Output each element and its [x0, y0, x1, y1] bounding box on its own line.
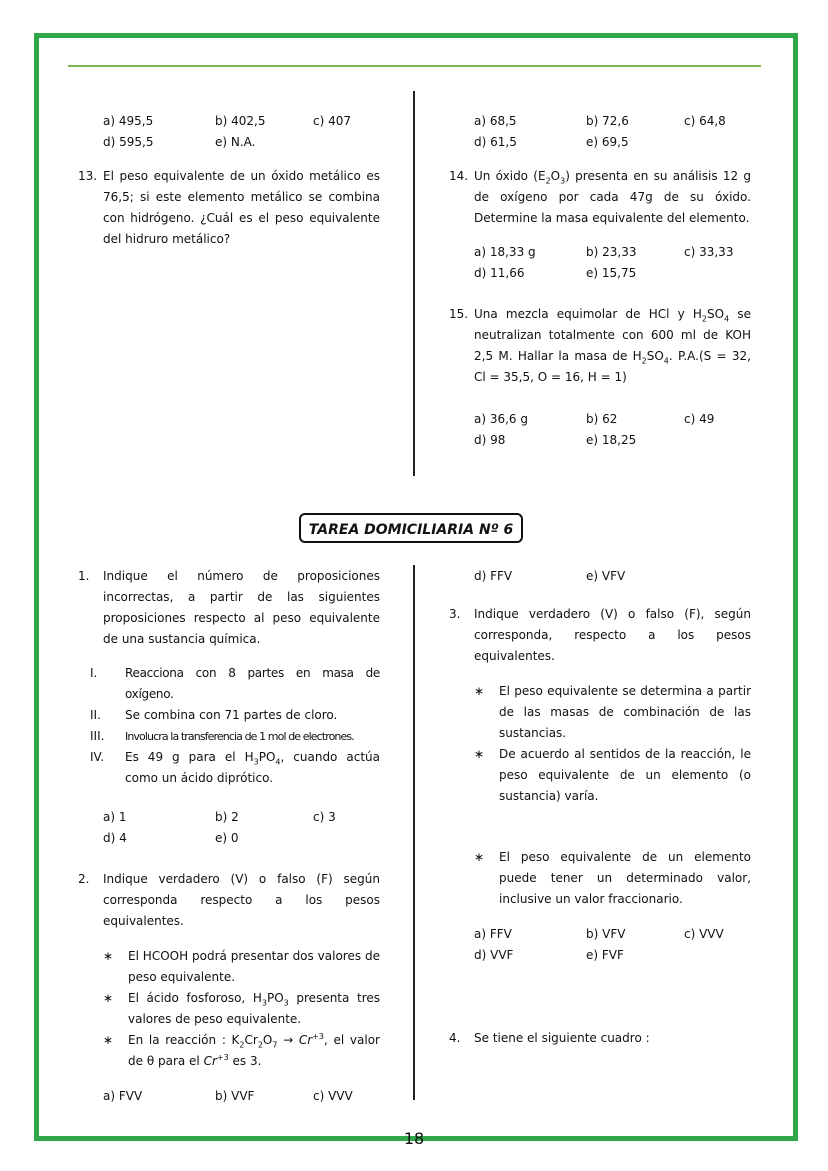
- roman-numeral: I.: [90, 666, 98, 680]
- statement-text: Cr: [298, 1033, 313, 1047]
- subscript: 4: [663, 356, 669, 366]
- option: e) N.A.: [215, 135, 256, 149]
- statement-text: Cr: [244, 1033, 258, 1047]
- option: b) 62: [586, 412, 618, 426]
- section-title: TAREA DOMICILIARIA Nº 6: [299, 513, 523, 543]
- statement-item: [103, 988, 380, 1030]
- question-text: se neutralizan totalmente con 600 ml de KOH 2,5 M. Hallar la masa de H: [474, 307, 751, 363]
- question-number: 15.: [449, 307, 469, 321]
- proposition-text: Es 49 g para el H: [125, 750, 254, 764]
- statement-text: Cr: [203, 1054, 217, 1068]
- option: c) 3: [313, 810, 336, 824]
- option: b) VFV: [586, 927, 626, 941]
- question-number: 3.: [449, 607, 461, 621]
- upper-right-column: [449, 111, 751, 451]
- answer-options-q15: [449, 409, 751, 451]
- roman-numeral: IV.: [90, 750, 105, 764]
- statement-item: [103, 1030, 380, 1072]
- question-text: ) presenta en su análisis 12 g de oxígeno por cada 47g de su óxido. Determine la masa equivalente del elemento.: [474, 169, 751, 225]
- statement-text: El HCOOH podrá presentar dos valores de peso equivalente.: [128, 949, 380, 984]
- answer-options-q14: [449, 242, 751, 284]
- option: b) 402,5: [215, 114, 266, 128]
- question-text: . P.A.(S = 32, Cl = 35,5, O = 16, H = 1): [474, 349, 751, 384]
- question-14: [449, 166, 751, 229]
- statement-item: [474, 681, 751, 744]
- question-3: [449, 604, 751, 667]
- option: a) 36,6 g: [474, 412, 528, 426]
- bullet-marker: ∗: [103, 949, 114, 963]
- option: a) 495,5: [103, 114, 154, 128]
- statement-text: El peso equivalente se determina a partir de las masas de combinación de las sustancias.: [499, 684, 751, 740]
- option: e) VFV: [586, 569, 626, 583]
- option: d) 61,5: [474, 135, 517, 149]
- option: d) FFV: [474, 569, 513, 583]
- proposition-text: , cuando actúa como un ácido diprótico.: [125, 750, 380, 785]
- superscript: +3: [312, 1032, 325, 1041]
- question-text: Una mezcla equimolar de HCl y H: [474, 307, 702, 321]
- statement-text: El peso equivalente de un elemento puede tener un determinado valor, inclusive un valor fraccionario.: [499, 850, 751, 906]
- subscript: 4: [275, 757, 281, 767]
- q3-statements: [449, 681, 751, 910]
- subscript: 2: [239, 1040, 245, 1050]
- question-15: [449, 304, 751, 388]
- proposition-text: PO: [258, 750, 276, 764]
- option: e) FVF: [586, 948, 624, 962]
- question-text: Indique verdadero (V) o falso (F) según corresponda respecto a los pesos equivalentes.: [103, 872, 380, 928]
- statement-text: , el valor de θ para el: [128, 1033, 380, 1068]
- option: c) 64,8: [684, 114, 726, 128]
- option: c) 407: [313, 114, 351, 128]
- answer-options-upper-right: [449, 111, 751, 153]
- option: c) 33,33: [684, 245, 734, 259]
- option: d) 595,5: [103, 135, 154, 149]
- option: d) 4: [103, 831, 127, 845]
- statement-text: presenta tres valores de peso equivalente.: [128, 991, 381, 1026]
- subscript: 7: [272, 1040, 278, 1050]
- question-2: [78, 869, 380, 932]
- statement-text: En la reacción : K: [128, 1033, 240, 1047]
- page-number: 18: [403, 1129, 425, 1148]
- option: b) 2: [215, 810, 239, 824]
- option: c) 49: [684, 412, 715, 426]
- lower-right-column: [449, 566, 751, 1049]
- answer-options-q2-continued: [449, 566, 751, 587]
- option: e) 0: [215, 831, 239, 845]
- option: b) 23,33: [586, 245, 637, 259]
- bullet-marker: ∗: [103, 1033, 114, 1047]
- option: a) FVV: [103, 1089, 143, 1103]
- superscript: +3: [216, 1053, 229, 1062]
- statement-text: O: [262, 1033, 273, 1047]
- option: a) 1: [103, 810, 127, 824]
- q2-statements: [78, 946, 380, 1072]
- answer-options-q12: [78, 111, 380, 153]
- question-text: Se tiene el siguiente cuadro :: [474, 1031, 650, 1045]
- proposition-item: [90, 705, 380, 726]
- answer-options-q3: [449, 924, 751, 966]
- subscript: 3: [261, 998, 267, 1008]
- question-text: O: [550, 169, 561, 183]
- question-number: 13.: [78, 169, 98, 183]
- subscript: 4: [724, 314, 730, 324]
- subscript: 3: [283, 998, 289, 1008]
- lower-left-column: [78, 566, 380, 1107]
- proposition-text: Se combina con 71 partes de cloro.: [125, 708, 338, 722]
- statement-item: [474, 744, 751, 807]
- question-4: [449, 1028, 751, 1049]
- proposition-item: [90, 747, 380, 789]
- statement-item: [103, 946, 380, 988]
- arrow-symbol: →: [277, 1033, 299, 1047]
- bullet-marker: ∗: [474, 684, 485, 698]
- option: e) 15,75: [586, 266, 637, 280]
- option: d) 11,66: [474, 266, 525, 280]
- statement-item: [474, 847, 751, 910]
- option: e) 69,5: [586, 135, 629, 149]
- roman-numeral: III.: [90, 729, 105, 743]
- bullet-marker: ∗: [103, 991, 114, 1005]
- option: a) 18,33 g: [474, 245, 536, 259]
- question-text: Indique verdadero (V) o falso (F), según corresponda, respecto a los pesos equivalentes.: [474, 607, 751, 663]
- question-number: 14.: [449, 169, 469, 183]
- question-text: Indique el número de proposiciones incorrectas, a partir de las siguientes proposiciones respecto al peso equivalente de una sustancia química.: [103, 569, 380, 646]
- question-text: Un óxido (E: [474, 169, 546, 183]
- answer-options-q1: [78, 807, 380, 849]
- question-number: 2.: [78, 872, 90, 886]
- propositions-list: [78, 663, 380, 789]
- option: a) FFV: [474, 927, 512, 941]
- option: b) 72,6: [586, 114, 629, 128]
- option: a) 68,5: [474, 114, 517, 128]
- proposition-item: [90, 726, 380, 747]
- statement-text: El ácido fosforoso, H: [128, 991, 262, 1005]
- subscript: 2: [545, 176, 551, 186]
- question-text: El peso equivalente de un óxido metálico es 76,5; si este elemento metálico se combina con hidrógeno. ¿Cuál es el peso equivalente del hidruro metálico?: [103, 169, 380, 246]
- subscript: 3: [560, 176, 566, 186]
- proposition-item: [90, 663, 380, 705]
- subscript: 2: [257, 1040, 263, 1050]
- subscript: 2: [641, 356, 647, 366]
- statement-text: es 3.: [228, 1054, 262, 1068]
- question-13: [78, 166, 380, 250]
- question-number: 1.: [78, 569, 90, 583]
- bullet-marker: ∗: [474, 850, 485, 864]
- question-1: [78, 566, 380, 650]
- statement-text: PO: [266, 991, 284, 1005]
- subscript: 3: [253, 757, 259, 767]
- roman-numeral: II.: [90, 708, 101, 722]
- option: c) VVV: [313, 1089, 353, 1103]
- statement-text: De acuerdo al sentidos de la reacción, le peso equivalente de un elemento (o sustancia) varía.: [499, 747, 751, 803]
- question-number: 4.: [449, 1031, 461, 1045]
- column-divider-upper: [413, 91, 415, 476]
- option: d) VVF: [474, 948, 514, 962]
- answer-options-q2: [78, 1086, 380, 1107]
- upper-left-column: [78, 111, 380, 250]
- question-text: SO: [646, 349, 664, 363]
- option: c) VVV: [684, 927, 724, 941]
- proposition-text: Involucra la transferencia de 1 mol de electrones.: [125, 730, 354, 743]
- option: d) 98: [474, 433, 506, 447]
- option: b) VVF: [215, 1089, 255, 1103]
- question-text: SO: [707, 307, 725, 321]
- option: e) 18,25: [586, 433, 637, 447]
- bullet-marker: ∗: [474, 747, 485, 761]
- subscript: 2: [701, 314, 708, 324]
- header-rule: [68, 65, 761, 67]
- column-divider-lower: [413, 565, 415, 1100]
- proposition-text: Reacciona con 8 partes en masa de oxígeno.: [125, 666, 380, 701]
